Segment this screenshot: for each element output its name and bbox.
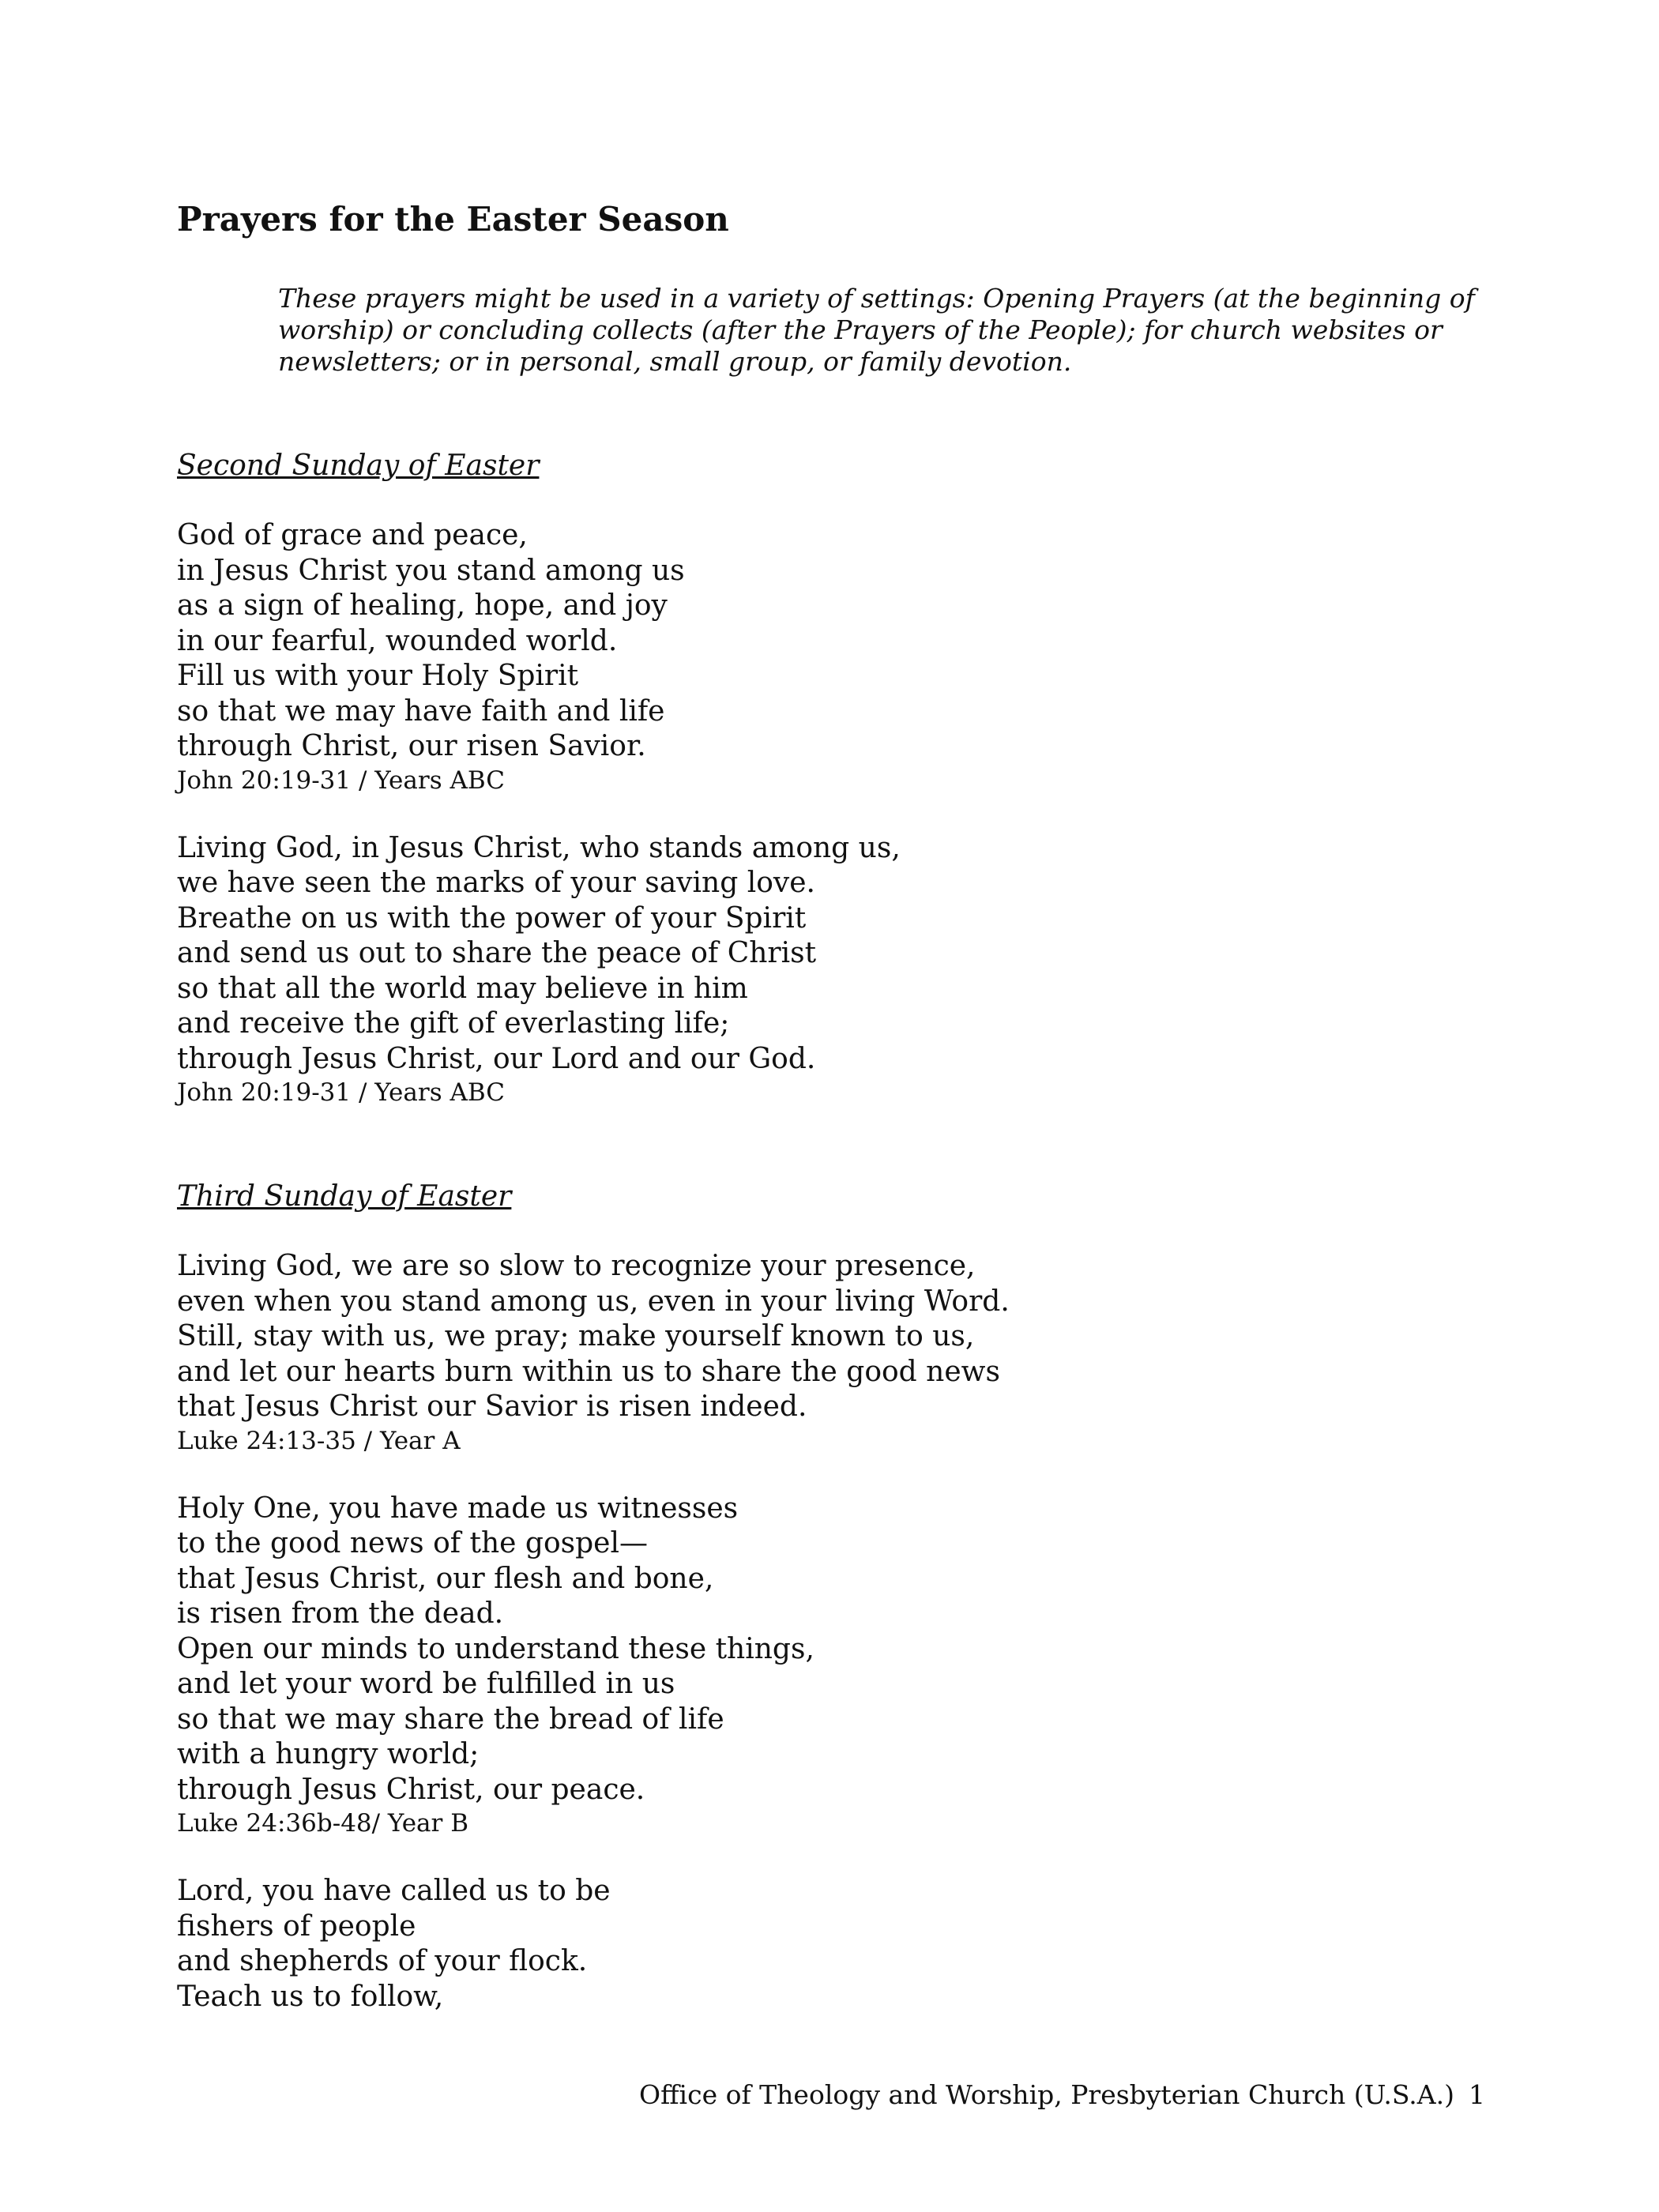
prayer-line: Living God, we are so slow to recognize your presence,	[177, 1250, 976, 1282]
prayer-block	[177, 1249, 1480, 1457]
intro-paragraph: These prayers might be used in a variety of settings: Opening Prayers (at the beginning of worship) or concluding collects (after the Prayers of the People); for church websites or newsletters; or in personal, small group, or family devotion.	[278, 283, 1475, 377]
prayer-line: to the good news of the gospel—	[177, 1527, 648, 1559]
prayer-section	[177, 449, 1480, 1108]
prayer-line: in our fearful, wounded world.	[177, 624, 618, 657]
page-footer	[639, 2079, 1485, 2111]
prayer-line: that Jesus Christ our Savior is risen indeed.	[177, 1390, 807, 1423]
scripture-reference: John 20:19-31 / Years ABC	[177, 1078, 505, 1107]
prayer-line: Still, stay with us, we pray; make yourself known to us,	[177, 1320, 975, 1352]
prayer-line: and receive the gift of everlasting life;	[177, 1007, 730, 1040]
sections-container	[177, 449, 1480, 2014]
prayer-line: even when you stand among us, even in your living Word.	[177, 1285, 1010, 1318]
prayer-block	[177, 518, 1480, 796]
prayer-line: and let your word be fulfilled in us	[177, 1668, 675, 1700]
prayer-block	[177, 1874, 1480, 2014]
prayer-line: we have seen the marks of your saving love.	[177, 867, 815, 899]
prayer-line: Holy One, you have made us witnesses	[177, 1492, 739, 1525]
prayer-line: through Jesus Christ, our peace.	[177, 1773, 645, 1806]
scripture-reference: John 20:19-31 / Years ABC	[177, 766, 505, 795]
prayer-line: Living God, in Jesus Christ, who stands among us,	[177, 831, 901, 864]
prayer-line: God of grace and peace,	[177, 519, 528, 551]
prayer-line: in Jesus Christ you stand among us	[177, 554, 685, 587]
prayer-line: through Jesus Christ, our Lord and our God.	[177, 1042, 816, 1075]
prayer-block	[177, 831, 1480, 1109]
prayer-line: so that we may share the bread of life	[177, 1702, 724, 1736]
prayer-line: Open our minds to understand these things,	[177, 1632, 814, 1665]
scripture-reference: Luke 24:13-35 / Year A	[177, 1426, 461, 1455]
scripture-reference: Luke 24:36b-48/ Year B	[177, 1809, 468, 1838]
prayer-line: Fill us with your Holy Spirit	[177, 660, 579, 692]
footer-text: Office of Theology and Worship, Presbyterian Church (U.S.A.)	[639, 2079, 1454, 2110]
prayer-line: and shepherds of your flock.	[177, 1945, 588, 1977]
prayer-line: through Christ, our risen Savior.	[177, 730, 646, 762]
prayer-line: and send us out to share the peace of Christ	[177, 937, 817, 969]
section-heading: Third Sunday of Easter	[177, 1180, 512, 1213]
prayer-block	[177, 1492, 1480, 1840]
prayer-section	[177, 1179, 1480, 2014]
prayer-line: Breathe on us with the power of your Spirit	[177, 901, 807, 935]
prayer-line: fishers of people	[177, 1909, 416, 1943]
prayer-line: is risen from the dead.	[177, 1597, 504, 1630]
section-heading: Second Sunday of Easter	[177, 450, 540, 482]
prayer-line: as a sign of healing, hope, and joy	[177, 589, 668, 622]
prayer-line: with a hungry world;	[177, 1738, 480, 1770]
prayer-line: that Jesus Christ, our flesh and bone,	[177, 1562, 714, 1595]
prayer-line: Teach us to follow,	[177, 1980, 444, 2013]
document-title: Prayers for the Easter Season	[177, 200, 729, 239]
page-content	[177, 198, 1480, 2049]
prayer-line: and let our hearts burn within us to share the good news	[177, 1355, 1000, 1388]
prayer-line: so that all the world may believe in him	[177, 972, 748, 1005]
prayer-line: so that we may have faith and life	[177, 694, 665, 728]
page-number: 1	[1469, 2079, 1485, 2110]
prayer-line: Lord, you have called us to be	[177, 1875, 611, 1907]
